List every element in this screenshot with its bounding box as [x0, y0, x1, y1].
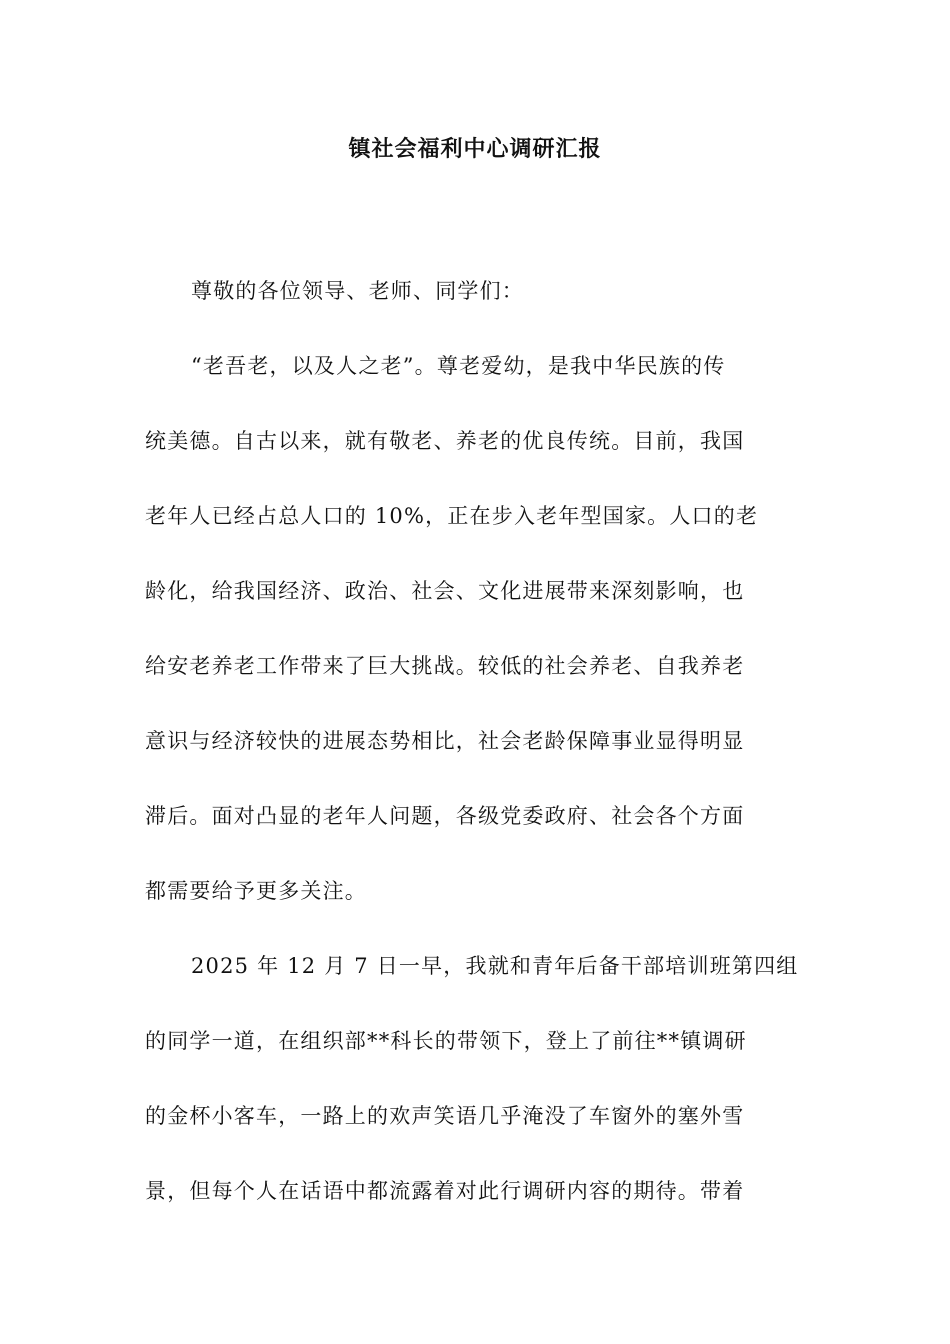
paragraph-line: 2025 年 12 月 7 日一早，我就和青年后备干部培训班第四组 — [191, 954, 799, 978]
salutation-line: 尊敬的各位领导、老师、同学们： — [191, 279, 524, 303]
paragraph-line: 的同学一道，在组织部**科长的带领下，登上了前往**镇调研 — [145, 1029, 747, 1053]
paragraph-line: 的金杯小客车，一路上的欢声笑语几乎淹没了车窗外的塞外雪 — [145, 1104, 745, 1128]
paragraph-line: 给安老养老工作带来了巨大挑战。较低的社会养老、自我养老 — [145, 654, 745, 678]
document-body — [145, 254, 809, 1229]
paragraph-line: 统美德。自古以来，就有敬老、养老的优良传统。目前，我国 — [145, 429, 745, 453]
paragraph-line: 景，但每个人在话语中都流露着对此行调研内容的期待。带着 — [145, 1179, 745, 1203]
paragraph-line: 都需要给予更多关注。 — [145, 879, 367, 903]
paragraph-line: 龄化，给我国经济、政治、社会、文化进展带来深刻影响，也 — [145, 579, 745, 603]
paragraph-line: 老年人已经占总人口的 10%，正在步入老年型国家。人口的老 — [145, 504, 759, 528]
paragraph-line: “老吾老，以及人之老”。尊老爱幼，是我中华民族的传 — [191, 354, 726, 378]
document-title: 镇社会福利中心调研汇报 — [348, 137, 602, 162]
paragraph-line: 意识与经济较快的进展态势相比，社会老龄保障事业显得明显 — [145, 729, 745, 753]
paragraph-line: 滞后。面对凸显的老年人问题，各级党委政府、社会各个方面 — [145, 804, 745, 828]
